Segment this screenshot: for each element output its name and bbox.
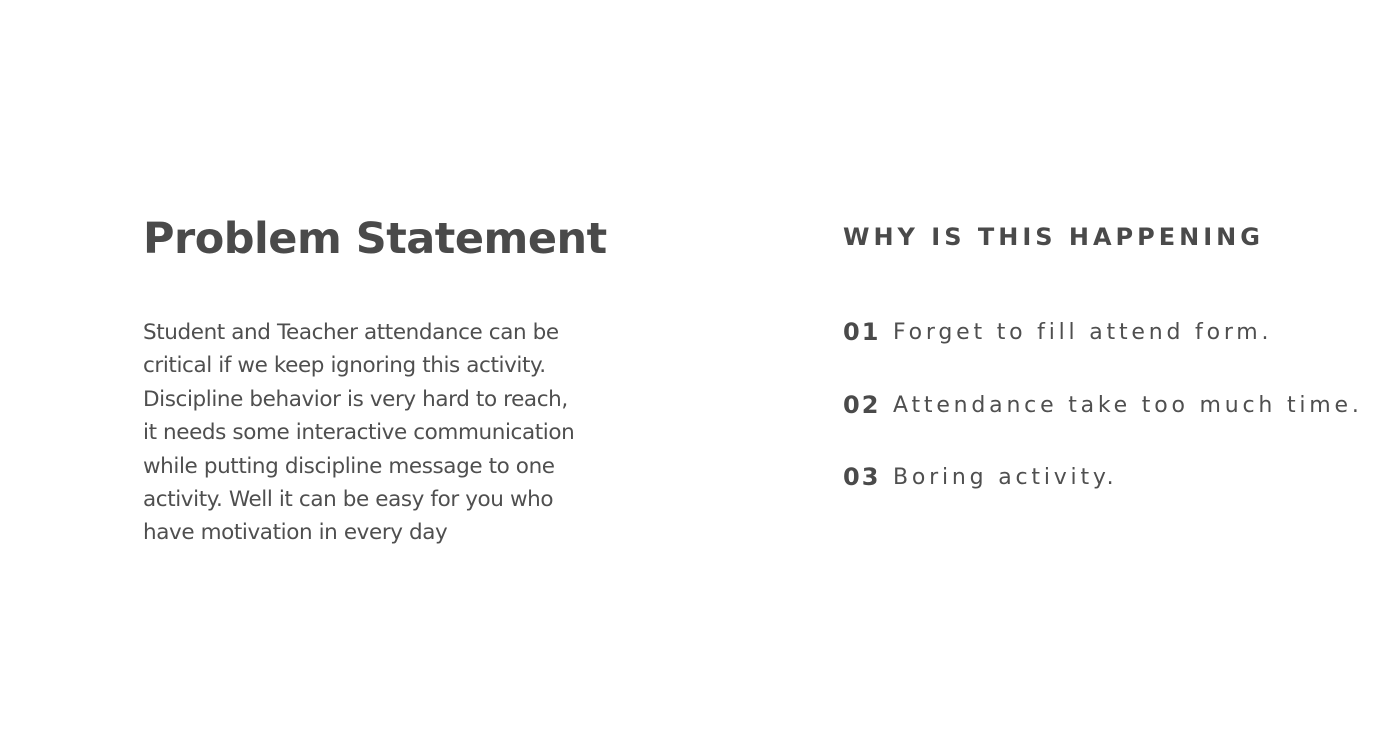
page-title-bold: Problem [143, 214, 342, 264]
reason-text: Attendance take too much time. [893, 392, 1363, 418]
reason-number: 01 [843, 318, 881, 346]
problem-description: Student and Teacher attendance can be critical if we keep ignoring this activity. Discipline behavior is very hard to reach, it needs some interactive communication while putting discipline message to one activity. Well it can be easy for you who have motivation in every day [143, 320, 575, 546]
page-title [143, 212, 607, 266]
why-heading: WHY IS THIS HAPPENING [843, 223, 1264, 251]
reason-number: 03 [843, 463, 881, 491]
page-title-regular: Statement [355, 214, 607, 264]
reason-number: 02 [843, 391, 881, 419]
reason-text: Forget to fill attend form. [893, 319, 1273, 345]
reason-item [843, 460, 1117, 494]
reason-item [843, 315, 1272, 349]
reason-text: Boring activity. [893, 464, 1118, 490]
reason-item [843, 388, 1363, 422]
